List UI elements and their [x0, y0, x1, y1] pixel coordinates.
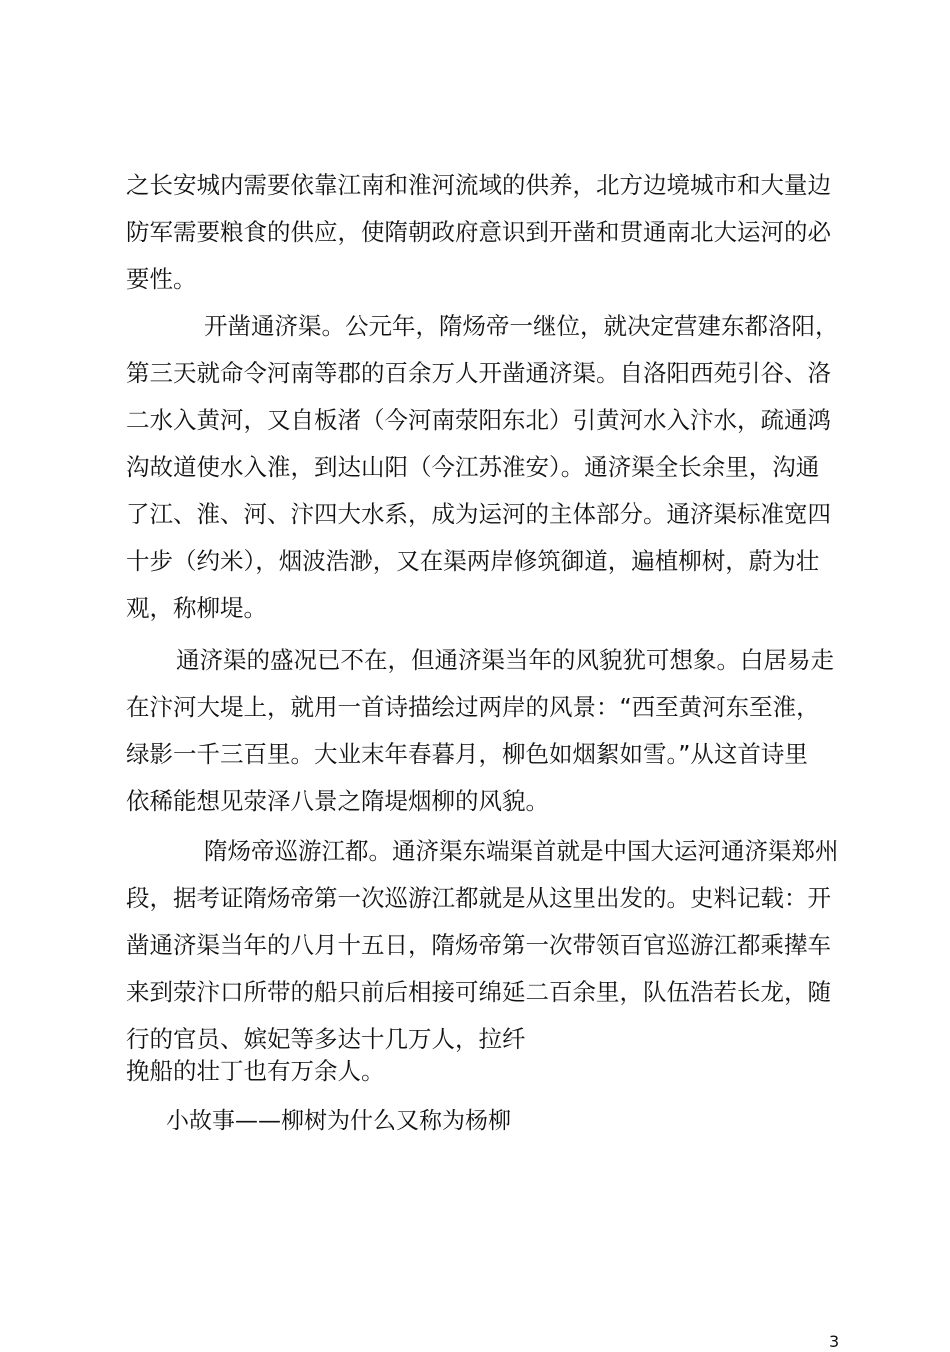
- text-line: 开凿通济渠。公元年，隋炀帝一继位，就决定营建东都洛阳，: [204, 312, 839, 340]
- text-line: 挽船的壮丁也有万余人。: [126, 1057, 385, 1085]
- text-line: 十步（约米），烟波浩渺，又在渠两岸修筑御道，遍植柳树，蔚为壮: [126, 547, 820, 575]
- text-line: 之长安城内需要依靠江南和淮河流域的供养，北方边境城市和大量边: [126, 171, 831, 199]
- text-line: 在汴河大堤上，就用一首诗描绘过两岸的风景：“西至黄河东至淮，: [126, 693, 820, 721]
- text-line: 二水入黄河，又自板渚（今河南荥阳东北）引黄河水入汴水，疏通鸿: [126, 406, 831, 434]
- text-line: 观，称柳堤。: [126, 594, 267, 622]
- text-line: 沟故道使水入淮，到达山阳（今江苏淮安）。通济渠全长余里，沟通: [126, 453, 820, 481]
- text-line: 第三天就命令河南等郡的百余万人开凿通济渠。自洛阳西苑引谷、洛: [126, 359, 831, 387]
- text-line: 了江、淮、河、汴四大水系，成为运河的主体部分。通济渠标准宽四: [126, 500, 831, 528]
- story-heading: 小故事——柳树为什么又称为杨柳: [166, 1108, 511, 1134]
- text-line: 段，据考证隋炀帝第一次巡游江都就是从这里出发的。史料记载：开: [126, 884, 831, 912]
- text-line: 要性。: [126, 265, 197, 293]
- text-line: 防军需要粮食的供应，使隋朝政府意识到开凿和贯通南北大运河的必: [126, 218, 831, 246]
- text-line: 依稀能想见荥泽八景之隋堤烟柳的风貌。: [126, 787, 549, 815]
- text-line: 凿通济渠当年的八月十五日，隋炀帝第一次带领百官巡游江都乘撵车: [126, 931, 831, 959]
- text-line: 通济渠的盛况已不在，但通济渠当年的风貌犹可想象。白居易走: [176, 646, 834, 674]
- text-line: 隋炀帝巡游江都。通济渠东端渠首就是中国大运河通济渠郑州: [204, 837, 839, 865]
- text-line: 绿影一千三百里。大业末年春暮月，柳色如烟絮如雪。”从这首诗里: [126, 740, 808, 768]
- text-line: 来到荥汴口所带的船只前后相接可绵延二百余里，队伍浩若长龙，随: [126, 978, 831, 1006]
- text-line: 行的官员、嫔妃等多达十几万人，拉纤: [126, 1025, 526, 1053]
- page-number: 3: [829, 1332, 840, 1351]
